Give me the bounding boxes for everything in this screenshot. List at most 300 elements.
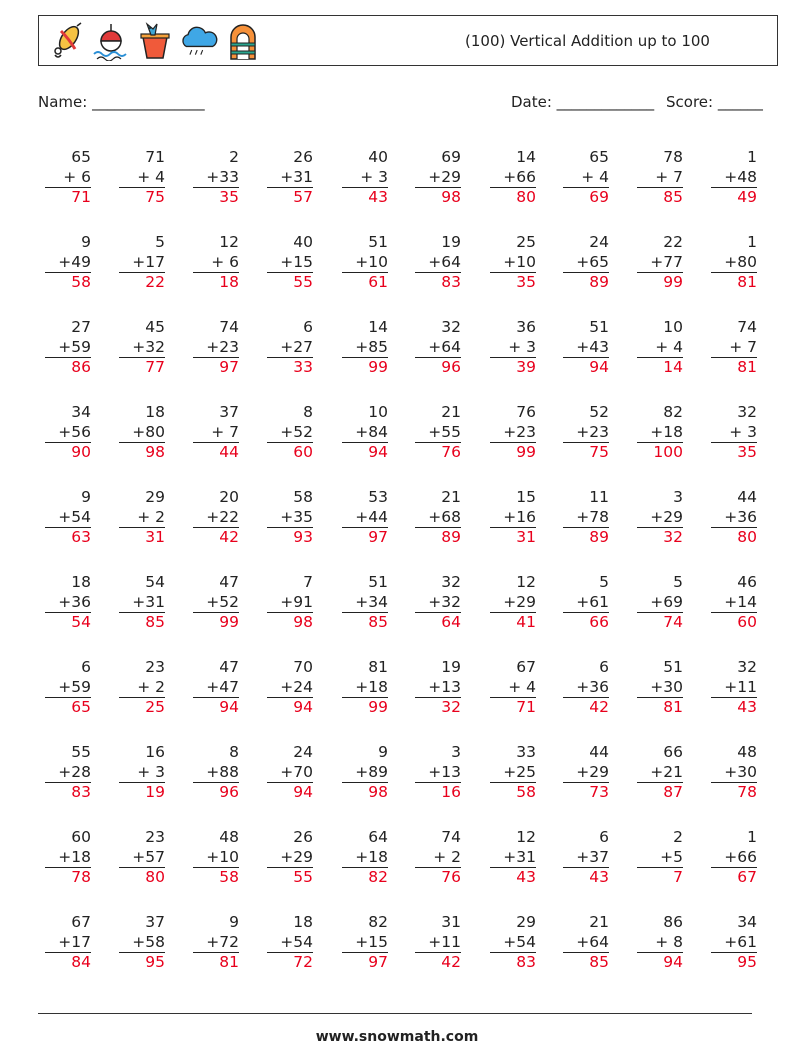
addend-bottom: +43	[563, 338, 609, 359]
addend-bottom: +30	[711, 763, 757, 784]
answer: 83	[516, 953, 536, 971]
answer: 69	[589, 188, 609, 206]
addition-problem	[415, 403, 461, 463]
addend-top: 48	[737, 743, 757, 761]
addend-top: 12	[516, 828, 536, 846]
addend-bottom: +23	[193, 338, 239, 359]
addend-top: 64	[368, 828, 388, 846]
addend-bottom: +48	[711, 168, 757, 189]
addend-bottom: +32	[119, 338, 165, 359]
addend-top: 46	[737, 573, 757, 591]
addition-problem	[637, 658, 683, 718]
addend-bottom: +80	[711, 253, 757, 274]
addend-top: 2	[229, 148, 239, 166]
addend-bottom: +35	[267, 508, 313, 529]
addend-top: 5	[155, 233, 165, 251]
answer: 81	[737, 273, 757, 291]
addend-bottom: + 3	[119, 763, 165, 784]
addend-top: 26	[293, 148, 313, 166]
addition-problem	[563, 488, 609, 548]
answer: 97	[368, 528, 388, 546]
addend-bottom: +66	[490, 168, 536, 189]
answer: 65	[71, 698, 91, 716]
addition-problem	[563, 148, 609, 208]
answer: 94	[663, 953, 683, 971]
answer: 58	[71, 273, 91, 291]
addition-problem	[637, 828, 683, 888]
addition-problem	[45, 828, 91, 888]
addition-problem	[193, 233, 239, 293]
answer: 94	[293, 698, 313, 716]
answer: 41	[516, 613, 536, 631]
addition-problem	[342, 658, 388, 718]
addend-top: 47	[219, 573, 239, 591]
addend-top: 32	[441, 573, 461, 591]
addend-bottom: +16	[490, 508, 536, 529]
addend-bottom: +56	[45, 423, 91, 444]
addition-problem	[490, 488, 536, 548]
addend-bottom: + 6	[193, 253, 239, 274]
addend-top: 1	[747, 233, 757, 251]
addend-top: 71	[145, 148, 165, 166]
addition-problem	[45, 488, 91, 548]
addend-top: 12	[516, 573, 536, 591]
addition-problem	[637, 913, 683, 973]
addend-bottom: +61	[563, 593, 609, 614]
addend-bottom: +69	[637, 593, 683, 614]
addend-top: 29	[516, 913, 536, 931]
addend-bottom: +34	[342, 593, 388, 614]
addition-problem	[342, 233, 388, 293]
addend-bottom: +13	[415, 678, 461, 699]
addend-top: 24	[589, 233, 609, 251]
addend-top: 66	[663, 743, 683, 761]
addend-top: 19	[441, 233, 461, 251]
addition-problem	[637, 148, 683, 208]
addend-bottom: +57	[119, 848, 165, 869]
addend-top: 8	[303, 403, 313, 421]
addition-problem	[563, 828, 609, 888]
addend-bottom: + 4	[490, 678, 536, 699]
answer: 31	[516, 528, 536, 546]
addend-bottom: + 7	[193, 423, 239, 444]
addend-top: 60	[71, 828, 91, 846]
answer: 35	[737, 443, 757, 461]
answer: 99	[368, 698, 388, 716]
addend-bottom: +13	[415, 763, 461, 784]
addend-bottom: +37	[563, 848, 609, 869]
answer: 94	[219, 698, 239, 716]
addend-top: 18	[293, 913, 313, 931]
addition-problem	[415, 148, 461, 208]
answer: 96	[441, 358, 461, 376]
addend-bottom: + 2	[415, 848, 461, 869]
addition-problem	[711, 403, 757, 463]
addition-problem	[711, 233, 757, 293]
addend-top: 26	[293, 828, 313, 846]
addend-top: 53	[368, 488, 388, 506]
addend-top: 86	[663, 913, 683, 931]
addend-top: 52	[589, 403, 609, 421]
answer: 31	[145, 528, 165, 546]
date-field: Date: _____________	[511, 93, 655, 111]
addition-problem	[637, 743, 683, 803]
addition-problem	[563, 573, 609, 633]
answer: 81	[219, 953, 239, 971]
addend-bottom: +61	[711, 933, 757, 954]
addend-bottom: +66	[711, 848, 757, 869]
answer: 76	[441, 443, 461, 461]
answer: 67	[737, 868, 757, 886]
addition-problem	[342, 148, 388, 208]
addend-top: 18	[145, 403, 165, 421]
addition-problem	[637, 403, 683, 463]
addend-top: 65	[589, 148, 609, 166]
addend-bottom: +52	[193, 593, 239, 614]
answer: 87	[663, 783, 683, 801]
addend-top: 24	[293, 743, 313, 761]
addend-top: 34	[737, 913, 757, 931]
addend-bottom: +85	[342, 338, 388, 359]
answer: 96	[219, 783, 239, 801]
answer: 85	[663, 188, 683, 206]
addend-bottom: +23	[563, 423, 609, 444]
addition-problem	[490, 573, 536, 633]
addend-bottom: +30	[637, 678, 683, 699]
addend-bottom: +10	[342, 253, 388, 274]
addition-problem	[119, 403, 165, 463]
addend-bottom: + 8	[637, 933, 683, 954]
answer: 86	[71, 358, 91, 376]
addend-top: 82	[368, 913, 388, 931]
addition-problem	[193, 828, 239, 888]
answer: 58	[219, 868, 239, 886]
addend-bottom: +18	[45, 848, 91, 869]
addend-bottom: + 3	[711, 423, 757, 444]
addend-bottom: +47	[193, 678, 239, 699]
addend-top: 6	[81, 658, 91, 676]
answer: 81	[737, 358, 757, 376]
addition-problem	[119, 658, 165, 718]
addition-problem	[45, 233, 91, 293]
addend-bottom: +15	[267, 253, 313, 274]
addend-top: 74	[737, 318, 757, 336]
addend-top: 14	[516, 148, 536, 166]
addition-problem	[45, 573, 91, 633]
addend-top: 5	[599, 573, 609, 591]
addend-bottom: +17	[45, 933, 91, 954]
addend-top: 19	[441, 658, 461, 676]
addition-problem	[267, 148, 313, 208]
addition-problem	[711, 488, 757, 548]
addition-problem	[711, 658, 757, 718]
addition-problem	[342, 403, 388, 463]
addend-top: 48	[219, 828, 239, 846]
addend-top: 6	[303, 318, 313, 336]
answer: 35	[516, 273, 536, 291]
addition-problem	[45, 318, 91, 378]
addend-top: 3	[673, 488, 683, 506]
addend-bottom: +64	[415, 253, 461, 274]
addition-problem	[563, 658, 609, 718]
addend-bottom: +25	[490, 763, 536, 784]
addend-top: 1	[747, 148, 757, 166]
addend-top: 37	[145, 913, 165, 931]
addend-bottom: +14	[711, 593, 757, 614]
addition-problem	[490, 828, 536, 888]
addition-problem	[490, 233, 536, 293]
addition-problem	[711, 148, 757, 208]
answer: 42	[589, 698, 609, 716]
addend-bottom: + 3	[342, 168, 388, 189]
addend-bottom: +29	[490, 593, 536, 614]
answer: 83	[441, 273, 461, 291]
addend-bottom: +17	[119, 253, 165, 274]
addend-top: 44	[589, 743, 609, 761]
addition-problem	[490, 148, 536, 208]
addition-problem	[563, 403, 609, 463]
addend-top: 78	[663, 148, 683, 166]
addition-problem	[563, 318, 609, 378]
addition-problem	[342, 913, 388, 973]
addend-bottom: +11	[711, 678, 757, 699]
addition-problem	[267, 318, 313, 378]
addition-problem	[119, 913, 165, 973]
addend-top: 32	[441, 318, 461, 336]
answer: 97	[219, 358, 239, 376]
addend-bottom: + 7	[637, 168, 683, 189]
addition-problem	[711, 828, 757, 888]
addend-top: 5	[673, 573, 683, 591]
addend-bottom: +68	[415, 508, 461, 529]
addition-problem	[45, 148, 91, 208]
addend-bottom: +64	[415, 338, 461, 359]
addend-bottom: +27	[267, 338, 313, 359]
addend-top: 7	[303, 573, 313, 591]
addend-bottom: +49	[45, 253, 91, 274]
addend-top: 6	[599, 658, 609, 676]
addend-bottom: + 4	[637, 338, 683, 359]
addend-bottom: +36	[45, 593, 91, 614]
addend-top: 40	[293, 233, 313, 251]
answer: 60	[737, 613, 757, 631]
addition-problem	[415, 488, 461, 548]
addend-top: 55	[71, 743, 91, 761]
answer: 49	[737, 188, 757, 206]
addition-problem	[490, 658, 536, 718]
addend-top: 76	[516, 403, 536, 421]
addition-problem	[415, 743, 461, 803]
addend-top: 21	[441, 403, 461, 421]
addition-problem	[637, 488, 683, 548]
addend-bottom: +18	[342, 848, 388, 869]
addend-top: 40	[368, 148, 388, 166]
answer: 57	[293, 188, 313, 206]
answer: 44	[219, 443, 239, 461]
answer: 77	[145, 358, 165, 376]
addition-problem	[193, 913, 239, 973]
addend-top: 9	[229, 913, 239, 931]
addend-top: 29	[145, 488, 165, 506]
answer: 99	[516, 443, 536, 461]
answer: 94	[589, 358, 609, 376]
answer: 94	[293, 783, 313, 801]
answer: 35	[219, 188, 239, 206]
addition-problem	[563, 913, 609, 973]
answer: 18	[219, 273, 239, 291]
addition-problem	[119, 488, 165, 548]
answer: 85	[145, 613, 165, 631]
addend-bottom: +31	[490, 848, 536, 869]
addition-problem	[119, 233, 165, 293]
addition-problem	[45, 403, 91, 463]
answer: 81	[663, 698, 683, 716]
addend-top: 32	[737, 403, 757, 421]
addend-top: 23	[145, 658, 165, 676]
addend-top: 36	[516, 318, 536, 336]
addend-top: 51	[663, 658, 683, 676]
addition-problem	[193, 403, 239, 463]
answer: 78	[737, 783, 757, 801]
addend-bottom: + 4	[563, 168, 609, 189]
addend-bottom: +24	[267, 678, 313, 699]
addition-problem	[267, 488, 313, 548]
answer: 42	[219, 528, 239, 546]
answer: 85	[368, 613, 388, 631]
addend-top: 82	[663, 403, 683, 421]
addend-bottom: +77	[637, 253, 683, 274]
answer: 75	[589, 443, 609, 461]
addition-problem	[193, 488, 239, 548]
addition-problem	[45, 658, 91, 718]
addition-problem	[563, 233, 609, 293]
answer: 66	[589, 613, 609, 631]
addition-problem	[119, 828, 165, 888]
answer: 71	[516, 698, 536, 716]
answer: 100	[653, 443, 683, 461]
addend-top: 10	[368, 403, 388, 421]
addition-problem	[119, 743, 165, 803]
addition-problem	[193, 148, 239, 208]
answer: 25	[145, 698, 165, 716]
addend-bottom: +29	[563, 763, 609, 784]
answer: 98	[441, 188, 461, 206]
addend-bottom: +11	[415, 933, 461, 954]
addend-bottom: + 4	[119, 168, 165, 189]
addend-top: 22	[663, 233, 683, 251]
addend-bottom: +18	[342, 678, 388, 699]
addition-problem	[637, 233, 683, 293]
addition-problem	[415, 913, 461, 973]
addend-top: 9	[81, 488, 91, 506]
addition-problem	[342, 743, 388, 803]
addend-bottom: +10	[490, 253, 536, 274]
addend-top: 21	[441, 488, 461, 506]
addend-top: 45	[145, 318, 165, 336]
addition-problem	[490, 743, 536, 803]
addend-bottom: +36	[711, 508, 757, 529]
addend-bottom: +89	[342, 763, 388, 784]
answer: 89	[589, 528, 609, 546]
addend-top: 47	[219, 658, 239, 676]
addition-problem	[711, 743, 757, 803]
answer: 43	[737, 698, 757, 716]
answer: 61	[368, 273, 388, 291]
addend-bottom: +18	[637, 423, 683, 444]
addend-bottom: +72	[193, 933, 239, 954]
addition-problem	[193, 318, 239, 378]
addition-problem	[119, 148, 165, 208]
answer: 82	[368, 868, 388, 886]
answer: 22	[145, 273, 165, 291]
addend-top: 70	[293, 658, 313, 676]
answer: 39	[516, 358, 536, 376]
addition-problem	[45, 743, 91, 803]
addend-top: 54	[145, 573, 165, 591]
addend-top: 51	[589, 318, 609, 336]
addition-problem	[490, 913, 536, 973]
answer: 78	[71, 868, 91, 886]
addend-bottom: +70	[267, 763, 313, 784]
answer: 94	[368, 443, 388, 461]
addend-top: 67	[71, 913, 91, 931]
answer: 98	[145, 443, 165, 461]
answer: 71	[71, 188, 91, 206]
answer: 32	[441, 698, 461, 716]
addend-top: 11	[589, 488, 609, 506]
addend-top: 20	[219, 488, 239, 506]
addend-top: 74	[441, 828, 461, 846]
addend-bottom: +33	[193, 168, 239, 189]
addend-bottom: +36	[563, 678, 609, 699]
answer: 63	[71, 528, 91, 546]
addend-top: 9	[378, 743, 388, 761]
addend-top: 31	[441, 913, 461, 931]
answer: 89	[441, 528, 461, 546]
addend-top: 3	[451, 743, 461, 761]
addend-bottom: +32	[415, 593, 461, 614]
addend-top: 23	[145, 828, 165, 846]
addend-bottom: +44	[342, 508, 388, 529]
addend-bottom: +54	[490, 933, 536, 954]
addition-problem	[711, 573, 757, 633]
answer: 43	[368, 188, 388, 206]
answer: 60	[293, 443, 313, 461]
answer: 42	[441, 953, 461, 971]
addition-problem	[267, 743, 313, 803]
addend-top: 21	[589, 913, 609, 931]
addition-problem	[119, 573, 165, 633]
answer: 98	[293, 613, 313, 631]
addend-bottom: +10	[193, 848, 239, 869]
addend-bottom: + 2	[119, 678, 165, 699]
footer-url: www.snowmath.com	[315, 1029, 479, 1045]
addend-top: 32	[737, 658, 757, 676]
addition-problem	[490, 403, 536, 463]
addend-bottom: +65	[563, 253, 609, 274]
addend-bottom: +55	[415, 423, 461, 444]
addend-top: 33	[516, 743, 536, 761]
answer: 90	[71, 443, 91, 461]
answer: 85	[589, 953, 609, 971]
answer: 80	[737, 528, 757, 546]
addend-top: 15	[516, 488, 536, 506]
addition-problem	[637, 573, 683, 633]
addend-bottom: +80	[119, 423, 165, 444]
answer: 95	[145, 953, 165, 971]
answer: 97	[368, 953, 388, 971]
addend-top: 51	[368, 233, 388, 251]
